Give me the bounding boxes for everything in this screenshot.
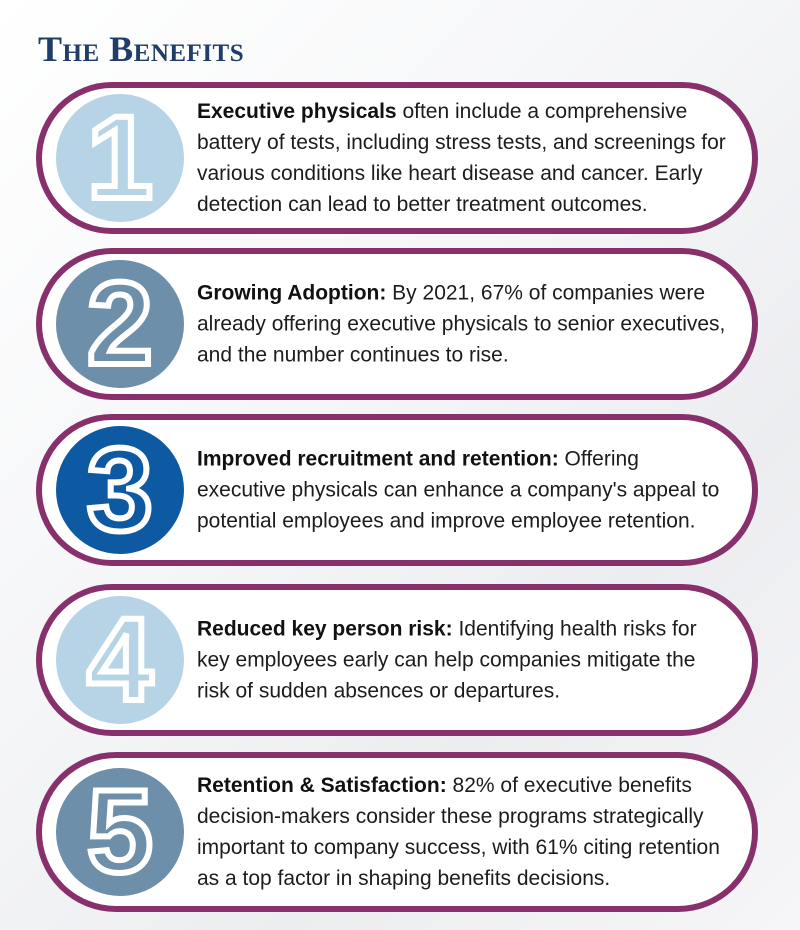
number-badge-3 (56, 426, 184, 554)
benefit-body: often include a comprehensive battery of tests, including stress tests, and screenings for various conditions like heart disease and cancer. Early detection can lead to better treatment outcomes. (197, 99, 726, 217)
benefit-card-5 (36, 752, 758, 912)
benefit-card-2 (36, 248, 758, 400)
benefit-body: Identifying health risks for key employees early can help companies mitigate the risk of sudden absences or departures. (197, 617, 697, 703)
benefit-text (197, 443, 732, 536)
badge-number: 5 (87, 766, 153, 898)
benefit-heading: Retention & Satisfaction: (197, 773, 447, 797)
benefit-heading: Improved recruitment and retention: (197, 447, 559, 471)
number-badge-5 (56, 768, 184, 896)
number-badge-4 (56, 596, 184, 724)
number-badge-1 (56, 94, 184, 222)
benefit-card-1 (36, 82, 758, 234)
badge-number: 2 (87, 258, 153, 390)
badge-number: 1 (87, 92, 153, 224)
benefit-card-3 (36, 414, 758, 566)
badge-number: 3 (87, 424, 153, 556)
page-title: The Benefits (38, 29, 245, 69)
benefit-body: 82% of executive benefits decision-makers consider these programs strategically important to company success, with 61% citing retention as a top factor in shaping benefits decisions. (197, 773, 720, 891)
benefit-heading: Growing Adoption: (197, 281, 387, 305)
benefit-text (197, 613, 732, 706)
benefit-card-4 (36, 584, 758, 736)
benefit-text (197, 277, 732, 370)
benefit-text (197, 96, 732, 220)
number-badge-2 (56, 260, 184, 388)
benefit-heading: Reduced key person risk: (197, 617, 453, 641)
benefit-text (197, 770, 732, 894)
badge-number: 4 (87, 594, 153, 726)
benefit-body: By 2021, 67% of companies were already offering executive physicals to senior executives, and the number continues to rise. (197, 281, 726, 367)
benefit-heading: Executive physicals (197, 99, 397, 123)
benefit-body: Offering executive physicals can enhance a company's appeal to potential employees and improve employee retention. (197, 447, 720, 533)
